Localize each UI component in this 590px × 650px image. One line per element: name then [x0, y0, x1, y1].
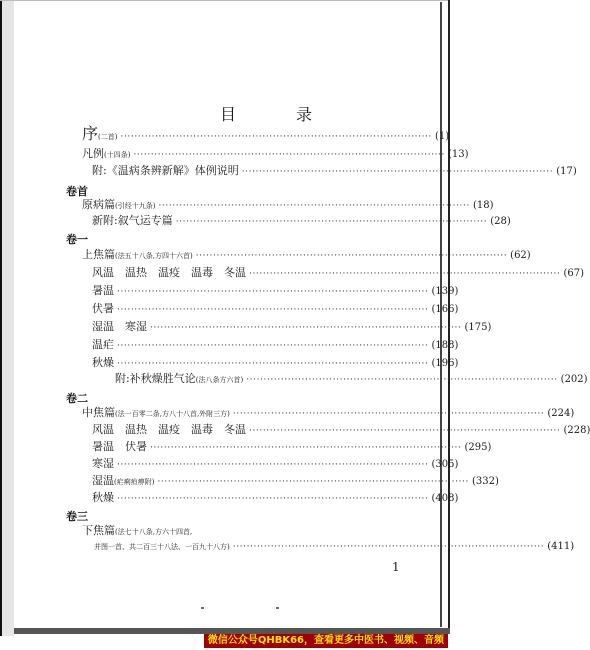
dot-leader: ·························································································· [150, 323, 462, 333]
dot-leader: ·························································································· [117, 359, 429, 369]
toc-page-number: (1) [434, 131, 450, 142]
toc-page-number: (28) [490, 216, 511, 227]
toc-entry-appendix-format[interactable] [92, 164, 577, 179]
toc-page-number: (166) [431, 304, 459, 315]
toc-entry-note: (疟痢疸痹附) [114, 478, 155, 486]
toc-page-number: (305) [431, 459, 459, 470]
toc-entry-label: 暑温 伏暑 [92, 440, 147, 453]
toc-entry-shiwen-2[interactable] [92, 474, 499, 489]
dot-leader: ·························································································· [195, 251, 508, 261]
section-heading-juan1: 卷一 [66, 233, 88, 246]
top-border [0, 0, 450, 1]
toc-entry-label: 湿温 [92, 474, 114, 487]
toc-page-number: (408) [431, 493, 459, 504]
toc-entry-label: 风温 温热 温疫 温毒 冬温 [92, 266, 246, 279]
dot-leader: ·························································································· [150, 443, 462, 453]
toc-entry-yuanbing[interactable] [82, 198, 494, 213]
toc-entry-label: 上焦篇 [82, 248, 115, 261]
page-title: 目 录 [220, 105, 335, 124]
scan-speck [201, 607, 204, 609]
toc-entry-fengwen-2[interactable] [92, 423, 590, 438]
toc-entry-label: 附:《温病条辨新解》体例说明 [92, 164, 239, 177]
toc-entry-shangjiao[interactable] [82, 248, 531, 263]
toc-entry-buqiuzao[interactable] [115, 372, 588, 387]
toc-page-number: (411) [547, 541, 575, 552]
toc-entry-label: 中焦篇 [82, 406, 115, 419]
dot-leader: ·························································································· [175, 217, 488, 227]
toc-page-number: (17) [556, 166, 577, 177]
dot-leader: ·························································································· [232, 409, 545, 419]
page-number: 1 [392, 560, 400, 574]
dot-leader: ·························································································· [117, 305, 429, 315]
section-heading-juan3: 卷三 [66, 510, 88, 523]
section-heading-juanshou: 卷首 [66, 185, 88, 198]
toc-entry-label: 原病篇 [82, 198, 115, 211]
toc-entry-label: 凡例 [82, 147, 104, 160]
toc-page-number: (18) [472, 200, 494, 211]
toc-page-number: (13) [447, 149, 469, 160]
toc-entry-note: (法八条方六首) [195, 376, 244, 384]
toc-entry-label: 附:补秋燥胜气论 [115, 372, 196, 385]
dot-leader: ·························································································· [117, 460, 429, 470]
toc-entry-note: (法一百零二条,方八十八首,外附三方) [115, 410, 230, 418]
toc-page-number: (202) [560, 374, 588, 385]
dot-leader: ·························································································· [117, 341, 429, 351]
toc-page-number: (224) [547, 408, 575, 419]
toc-entry-preface[interactable] [82, 124, 450, 144]
dot-leader: ·························································································· [120, 132, 432, 142]
watermark-banner: 微信公众号QHBK66，查看更多中医书、视频、音频 [204, 634, 448, 648]
section-heading-juan2: 卷二 [66, 392, 88, 405]
dot-leader: ·························································································· [249, 269, 561, 279]
dot-leader: ·························································································· [133, 150, 445, 160]
toc-page-number: (188) [431, 340, 459, 351]
dot-leader: ·························································································· [117, 494, 429, 504]
toc-entry-label: 秋燥 [92, 491, 114, 504]
toc-entry-note: (引经十九条) [115, 202, 156, 210]
dot-leader: ·························································································· [157, 477, 469, 487]
toc-entry-label: 寒湿 [92, 457, 114, 470]
dot-leader: ·························································································· [232, 542, 545, 552]
toc-entry-label: 伏暑 [92, 302, 114, 315]
left-shade [2, 0, 14, 650]
scan-speck [276, 607, 279, 609]
toc-entry-fengwen-1[interactable] [92, 266, 585, 281]
toc-entry-note: (十四条) [104, 151, 131, 159]
toc-page-number: (175) [464, 322, 492, 333]
toc-entry-label: 新附:叙气运专篇 [92, 214, 173, 227]
toc-entry-xiajiao[interactable] [82, 524, 417, 539]
toc-page-number: (295) [464, 442, 492, 453]
toc-entry-label: 湿温 寒湿 [92, 320, 147, 333]
toc-entry-label: 风温 温热 温疫 温毒 冬温 [92, 423, 246, 436]
dot-leader: ·························································································· [158, 201, 470, 211]
toc-entry-label: 下焦篇 [82, 524, 115, 537]
toc-entry-label: 温疟 [92, 338, 114, 351]
dot-leader: ·························································································· [246, 375, 558, 385]
toc-entry-qiuzao-2[interactable] [92, 491, 459, 506]
toc-page-number: (62) [510, 250, 531, 261]
toc-page-number: (228) [563, 425, 590, 436]
dot-leader: ·························································································· [249, 426, 561, 436]
toc-entry-shuwen-1[interactable] [92, 284, 459, 299]
toc-entry-wennue[interactable] [92, 338, 459, 353]
toc-entry-qiyun[interactable] [92, 214, 511, 229]
toc-entry-label: 秋燥 [92, 356, 114, 369]
toc-entry-conventions[interactable] [82, 147, 469, 162]
toc-entry-zhongjiao[interactable] [82, 406, 575, 421]
dot-leader: ·························································································· [241, 167, 554, 177]
toc-entry-shiwen-1[interactable] [92, 320, 492, 335]
toc-entry-note: (法五十八条,方四十六首) [115, 252, 193, 260]
toc-entry-hanshi[interactable] [92, 457, 459, 472]
toc-entry-label: 暑温 [92, 284, 114, 297]
document-page [20, 2, 590, 627]
toc-entry-note: (二首) [98, 133, 118, 141]
toc-entry-note: (法七十八条,方六十四首, [115, 528, 193, 536]
toc-entry-shuwen-fushu[interactable] [92, 440, 492, 455]
toc-page-number: (332) [471, 476, 499, 487]
toc-entry-fushu-1[interactable] [92, 302, 459, 317]
dot-leader: ·························································································· [117, 287, 429, 297]
toc-page-number: (139) [431, 286, 459, 297]
toc-page-number: (196) [431, 358, 459, 369]
toc-entry-xiajiao-cont[interactable] [94, 540, 575, 554]
toc-page-number: (67) [563, 268, 585, 279]
toc-entry-note: 并图一首、共二百三十八法、一百九十八方) [94, 543, 230, 551]
toc-entry-label: 序 [82, 124, 99, 143]
toc-entry-qiuzao-1[interactable] [92, 356, 459, 371]
